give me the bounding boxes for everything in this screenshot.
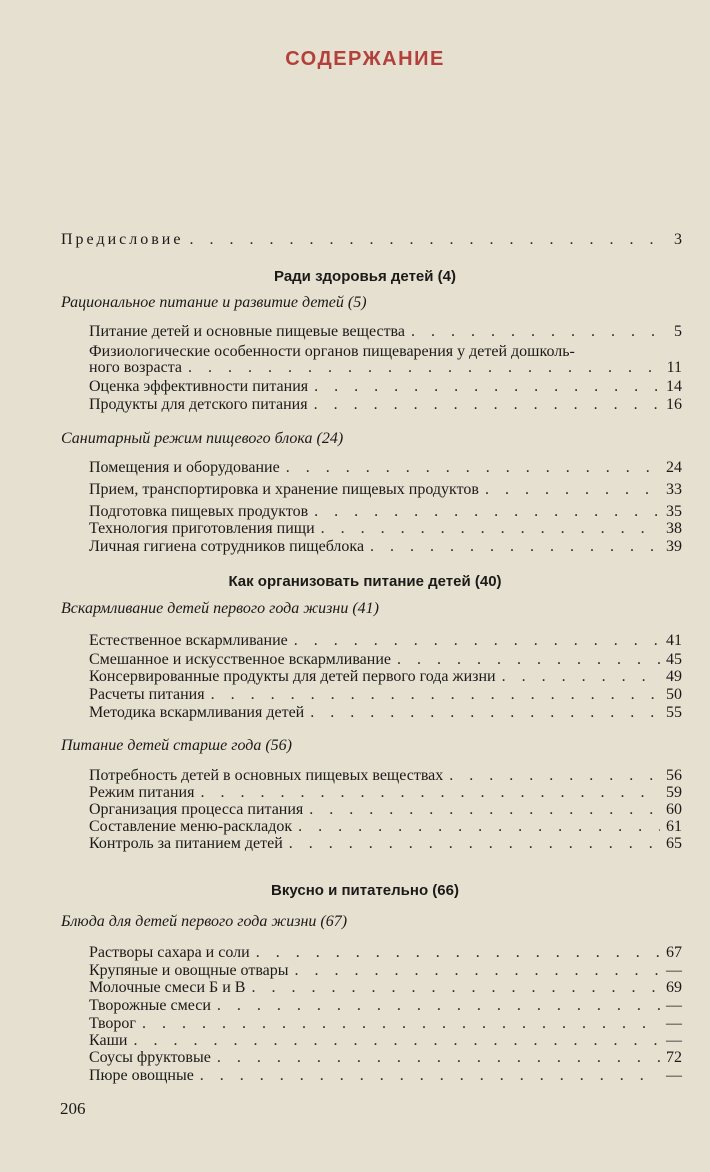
entry-page: 49 [666, 668, 682, 685]
entry-page: 11 [666, 359, 682, 376]
toc-entry [89, 943, 682, 963]
toc-entry [89, 537, 682, 557]
entry-label: Питание детей и основные пищевые вещества [89, 323, 405, 340]
entry-label: Творожные смеси [89, 997, 211, 1014]
section-heading: Вкусно и питательно (66) [271, 882, 459, 899]
dot-leader [200, 1066, 660, 1086]
toc-entry [89, 377, 682, 397]
entry-page: 67 [666, 944, 682, 961]
dot-leader [286, 458, 660, 478]
subsection-title: Питание детей старше года (56) [61, 737, 292, 754]
entry-page: 72 [666, 1049, 682, 1066]
dot-leader [502, 667, 660, 687]
toc-entry [89, 685, 682, 705]
entry-label: Предисловие [61, 231, 184, 248]
entry-page: — [666, 1032, 682, 1049]
entry-page: 35 [666, 503, 682, 520]
entry-label: Расчеты питания [89, 686, 205, 703]
entry-label: Смешанное и искусственное вскармливание [89, 651, 391, 668]
toc-entry [89, 978, 682, 998]
entry-page: 5 [674, 323, 682, 340]
dot-leader [217, 1048, 660, 1068]
toc-entry [89, 322, 682, 342]
entry-label: Молочные смеси Б и В [89, 979, 246, 996]
dot-leader [294, 631, 660, 651]
toc-entry [89, 667, 682, 687]
entry-label: Режим питания [89, 784, 195, 801]
entry-label: Пюре овощные [89, 1067, 194, 1084]
entry-page: — [666, 1015, 682, 1032]
section-heading: Как организовать питание детей (40) [228, 573, 502, 590]
entry-label: Методика вскармливания детей [89, 704, 305, 721]
subsection-title: Санитарный режим пищевого блока (24) [61, 430, 344, 447]
entry-page: — [666, 962, 682, 979]
entry-page: 33 [666, 481, 682, 498]
entry-page: 56 [666, 767, 682, 784]
entry-label: ного возраста [89, 359, 182, 376]
entry-label: Подготовка пищевых продуктов [89, 503, 309, 520]
toc-entry [89, 703, 682, 723]
dot-leader [289, 834, 660, 854]
dot-leader [211, 685, 660, 705]
entry-page: 38 [666, 520, 682, 537]
entry-label: Технология приготовления пищи [89, 520, 315, 537]
dot-leader [256, 943, 660, 963]
dot-leader [321, 519, 660, 539]
entry-label-line1: Физиологические особенности органов пищеварения у детей дошколь- [89, 343, 575, 360]
entry-page: 60 [666, 801, 682, 818]
dot-leader [310, 703, 660, 723]
entry-label: Контроль за питанием детей [89, 835, 283, 852]
entry-label: Крупяные и овощные отвары [89, 962, 289, 979]
subsection-title: Блюда для детей первого года жизни (67) [61, 913, 348, 930]
toc-entry [89, 1066, 682, 1086]
entry-page: — [666, 1067, 682, 1084]
dot-leader [370, 537, 660, 557]
dot-leader [189, 230, 668, 250]
entry-label: Личная гигиена сотрудников пищеблока [89, 538, 365, 555]
entry-label: Каши [89, 1032, 128, 1049]
toc-entry [89, 834, 682, 854]
toc-entry [89, 358, 682, 378]
entry-page: 65 [666, 835, 682, 852]
toc-entry [89, 631, 682, 651]
dot-leader [188, 358, 661, 378]
toc-entry [89, 480, 682, 500]
dot-leader [411, 322, 668, 342]
entry-page: 16 [666, 396, 682, 413]
toc-entry [89, 519, 682, 539]
dot-leader [314, 377, 660, 397]
entry-label: Помещения и оборудование [89, 459, 280, 476]
subsection-title: Рациональное питание и развитие детей (5) [61, 294, 367, 311]
toc-entry [89, 395, 682, 415]
entry-page: 69 [666, 979, 682, 996]
entry-label: Оценка эффективности питания [89, 378, 309, 395]
toc-entry [89, 1048, 682, 1068]
entry-page: 14 [666, 378, 682, 395]
entry-page: 3 [674, 231, 682, 248]
dot-leader [485, 480, 660, 500]
entry-label: Организация процесса питания [89, 801, 304, 818]
entry-page: 39 [666, 538, 682, 555]
dot-leader [251, 978, 660, 998]
page-number: 206 [60, 1099, 86, 1118]
entry-page: 45 [666, 651, 682, 668]
toc-entry [89, 458, 682, 478]
entry-label: Продукты для детского питания [89, 396, 308, 413]
entry-page: 59 [666, 784, 682, 801]
entry-label: Творог [89, 1015, 136, 1032]
entry-page: 41 [666, 632, 682, 649]
section-heading: Ради здоровья детей (4) [274, 268, 456, 285]
toc-entry [89, 996, 682, 1016]
entry-label: Консервированные продукты для детей первого года жизни [89, 668, 496, 685]
subsection-title: Вскармливание детей первого года жизни (41) [61, 600, 379, 617]
entry-page: 61 [666, 818, 682, 835]
entry-label: Соусы фруктовые [89, 1049, 211, 1066]
entry-page: 55 [666, 704, 682, 721]
page-title: СОДЕРЖАНИЕ [285, 48, 445, 70]
entry-label: Прием, транспортировка и хранение пищевых продуктов [89, 481, 479, 498]
entry-label: Растворы сахара и соли [89, 944, 250, 961]
entry-label: Естественное вскармливание [89, 632, 288, 649]
dot-leader [314, 395, 660, 415]
entry-label: Составление меню-раскладок [89, 818, 293, 835]
entry-label: Потребность детей в основных пищевых веществах [89, 767, 444, 784]
dot-leader [217, 996, 660, 1016]
entry-page: — [666, 997, 682, 1014]
entry-page: 50 [666, 686, 682, 703]
toc-entry-preface [61, 230, 682, 250]
entry-page: 24 [666, 459, 682, 476]
